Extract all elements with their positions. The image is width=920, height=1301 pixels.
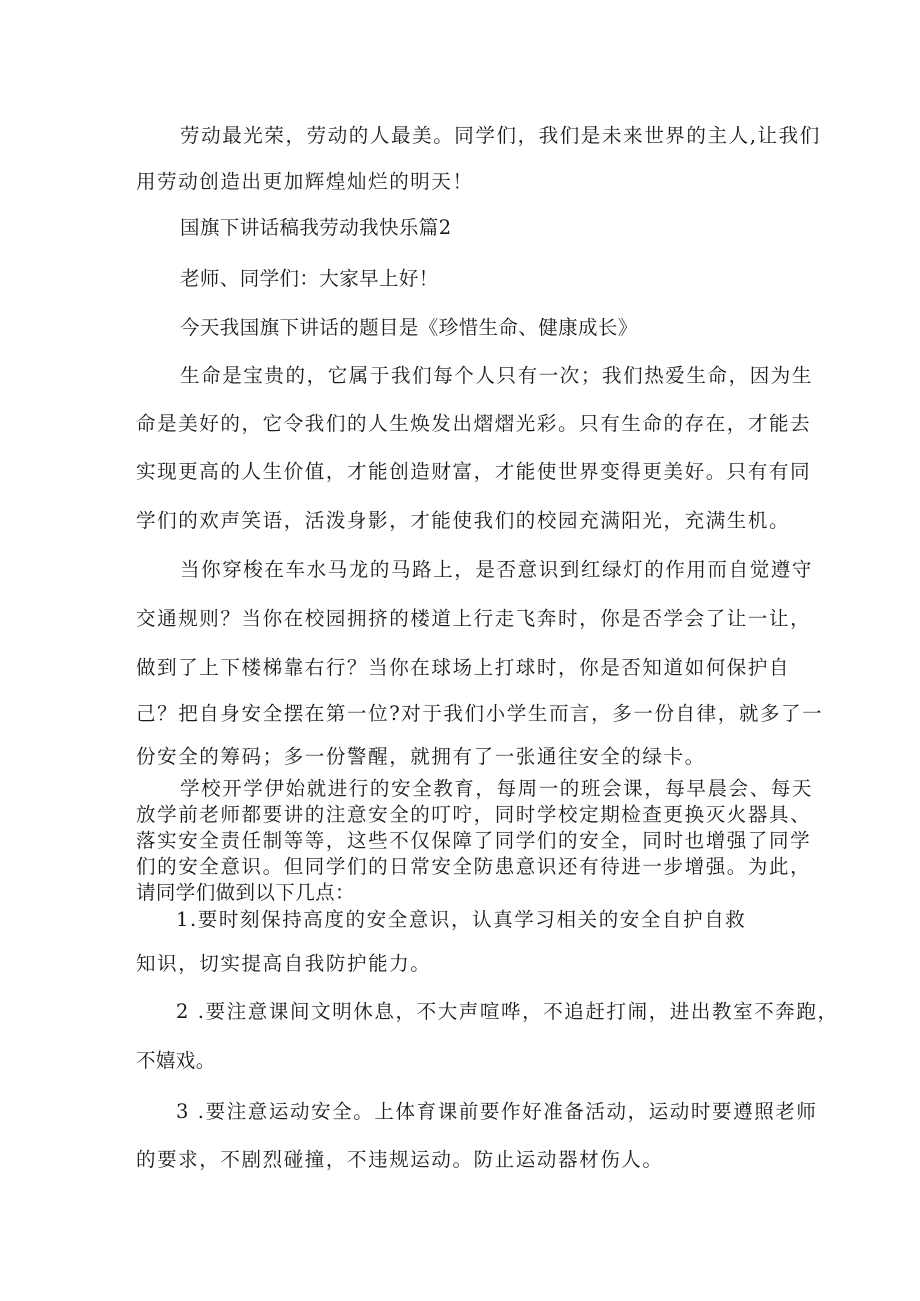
paragraph-line: 学们的欢声笑语，活泼身影，才能使我们的校园充满阳光，充满生机。 [136, 509, 791, 532]
greeting-line: 老师、同学们：大家早上好！ [180, 267, 439, 290]
list-item-1-continued: 知识，切实提高自我防护能力。 [136, 952, 432, 975]
list-item-1: 1.要时刻保持高度的安全意识，认真学习相关的安全自护自救 [176, 908, 747, 931]
paragraph-line: 实现更高的人生价值，才能创造财富，才能使世界变得更美好。只有有同 [136, 460, 812, 483]
paragraph-line: 命是美好的，它令我们的人生焕发出熠熠光彩。只有生命的存在，才能去 [136, 412, 812, 435]
paragraph-line: 交通规则？当你在校园拥挤的楼道上行走飞奔时，你是否学会了让一让， [136, 607, 812, 630]
paragraph-line: 当你穿梭在车水马龙的马路上，是否意识到红绿灯的作用而自觉遵守 [180, 558, 814, 581]
paragraph-line: 放学前老师都要讲的注意安全的叮咛，同时学校定期检查更换灭火器具、 [136, 803, 812, 826]
paragraph-line: 学校开学伊始就进行的安全教育，每周一的班会课，每早晨会、每天 [180, 777, 814, 800]
speech-title-line: 今天我国旗下讲话的题目是《珍惜生命、健康成长》 [180, 316, 638, 339]
paragraph-line: 落实安全责任制等等，这些不仅保障了同学们的安全，同时也增强了同学 [136, 829, 812, 852]
paragraph-line: 劳动最光荣，劳动的人最美。同学们，我们是未来世界的主人,让我们 [180, 124, 821, 147]
paragraph-line: 用劳动创造出更加辉煌灿烂的明天！ [136, 170, 474, 193]
paragraph-line: 们的安全意识。但同学们的日常安全防患意识还有待进一步增强。为此， [136, 855, 812, 878]
list-item-3-continued: 的要求，不剧烈碰撞，不违规运动。防止运动器材伤人。 [136, 1148, 664, 1171]
paragraph-line: 生命是宝贵的，它属于我们每个人只有一次；我们热爱生命，因为生 [180, 364, 814, 387]
paragraph-line: 做到了上下楼梯靠右行？当你在球场上打球时，你是否知道如何保护自 [136, 656, 791, 679]
paragraph-line: 请同学们做到以下几点： [136, 881, 355, 904]
paragraph-line: 己？把自身安全摆在第一位?对于我们小学生而言，多一份自律，就多了一 [136, 702, 824, 725]
list-item-3: 3 .要注意运动安全。上体育课前要作好准备活动，运动时要遵照老师 [176, 1100, 818, 1123]
list-item-2: 2 .要注意课间文明休息，不大声喧哗，不追赶打闹，进出教室不奔跑， [176, 1000, 839, 1023]
section-heading: 国旗下讲话稿我劳动我快乐篇2 [180, 216, 452, 239]
paragraph-line: 份安全的筹码；多一份警醒，就拥有了一张通往安全的绿卡。 [136, 745, 706, 768]
list-item-2-continued: 不嬉戏。 [136, 1049, 216, 1072]
